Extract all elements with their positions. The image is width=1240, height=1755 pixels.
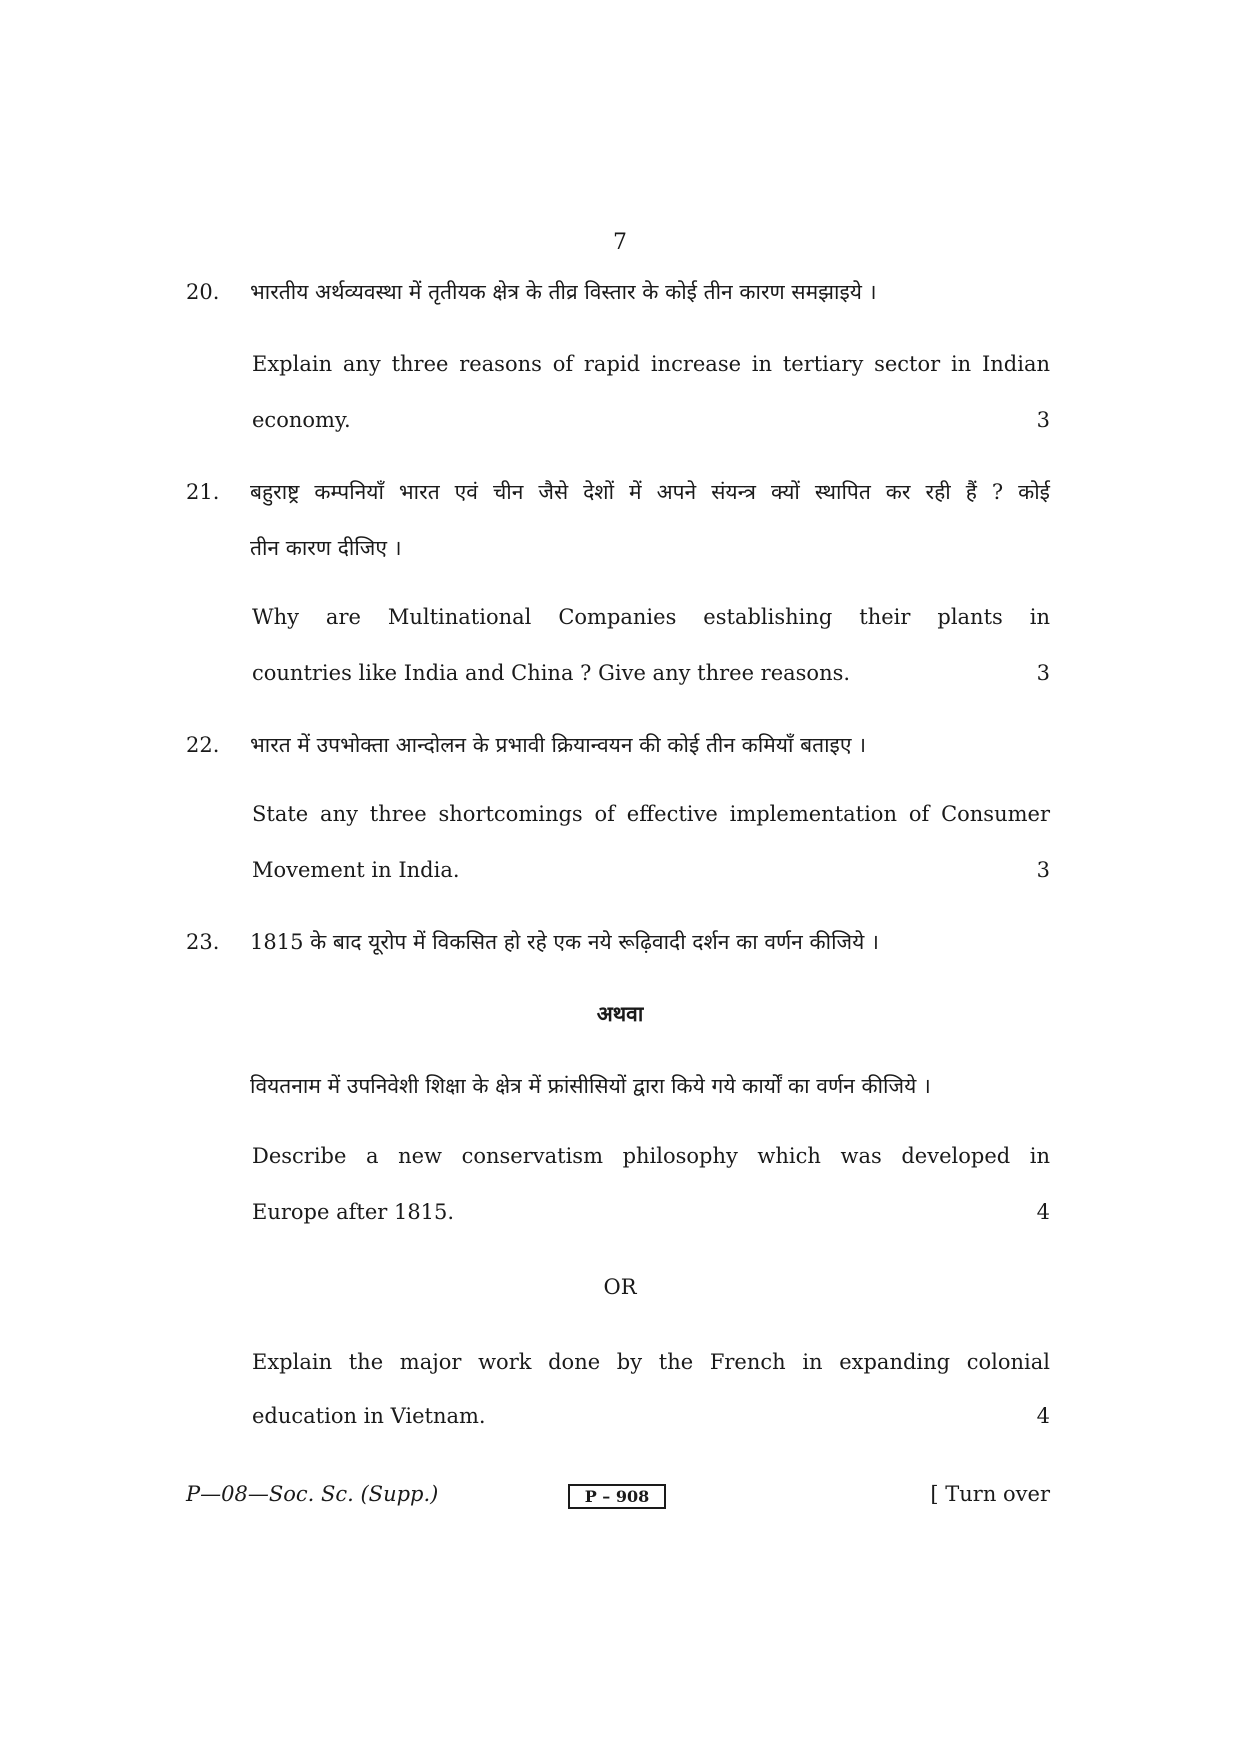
question-english-alt-text: education in Vietnam.: [252, 1404, 486, 1428]
question-number: 21.: [186, 480, 220, 504]
turn-over: [ Turn over: [930, 1482, 1050, 1506]
question-marks: 3: [1036, 661, 1050, 685]
question-english-text: countries like India and China ? Give any three reasons.: [252, 661, 851, 685]
question-english-text: Europe after 1815.: [252, 1200, 455, 1224]
question-english-text: State any three shortcomings of effective implementation of Consumer: [252, 802, 1050, 826]
or-label-hindi: अथवा: [596, 1001, 644, 1026]
question-marks: 3: [1036, 408, 1050, 432]
question-hindi-text: भारतीय अर्थव्यवस्था में तृतीयक क्षेत्र के तीव्र विस्तार के कोई तीन कारण समझाइये ।: [250, 280, 877, 304]
question-english-text: Why are Multinational Companies establishing their plants in: [252, 605, 1050, 629]
question-english-text: Describe a new conservatism philosophy which was developed in: [252, 1144, 1050, 1168]
question-hindi-text: 1815 के बाद यूरोप में विकसित हो रहे एक नये रूढ़िवादी दर्शन का वर्णन कीजिये ।: [250, 930, 879, 954]
question-english-text: Movement in India.: [252, 858, 460, 882]
question-marks: 4: [1036, 1200, 1050, 1224]
question-number: 23.: [186, 930, 220, 954]
page-number: 7: [613, 230, 627, 255]
box-code: P – 908: [568, 1484, 666, 1509]
question-number: 20.: [186, 280, 220, 304]
question-hindi-alt-text: वियतनाम में उपनिवेशी शिक्षा के क्षेत्र में फ्रांसीसियों द्वारा किये गये कार्यों का वर्णन कीजिये ।: [250, 1074, 931, 1098]
question-english-alt-text: Explain the major work done by the French in expanding colonial: [252, 1350, 1050, 1374]
question-hindi-text: तीन कारण दीजिए ।: [250, 536, 402, 560]
question-english-text: economy.: [252, 408, 351, 432]
paper-code: P—08—Soc. Sc. (Supp.): [186, 1482, 439, 1506]
question-alt-marks: 4: [1036, 1404, 1050, 1428]
or-label-english: OR: [603, 1275, 637, 1299]
question-marks: 3: [1036, 858, 1050, 882]
question-number: 22.: [186, 733, 220, 757]
question-hindi-text: भारत में उपभोक्ता आन्दोलन के प्रभावी क्रियान्वयन की कोई तीन कमियाँ बताइए ।: [250, 733, 867, 757]
question-hindi-text: बहुराष्ट्र कम्पनियाँ भारत एवं चीन जैसे देशों में अपने संयन्त्र क्यों स्थापित कर रही हैं ? कोई: [250, 480, 1050, 504]
question-english-text: Explain any three reasons of rapid increase in tertiary sector in Indian: [252, 352, 1050, 376]
